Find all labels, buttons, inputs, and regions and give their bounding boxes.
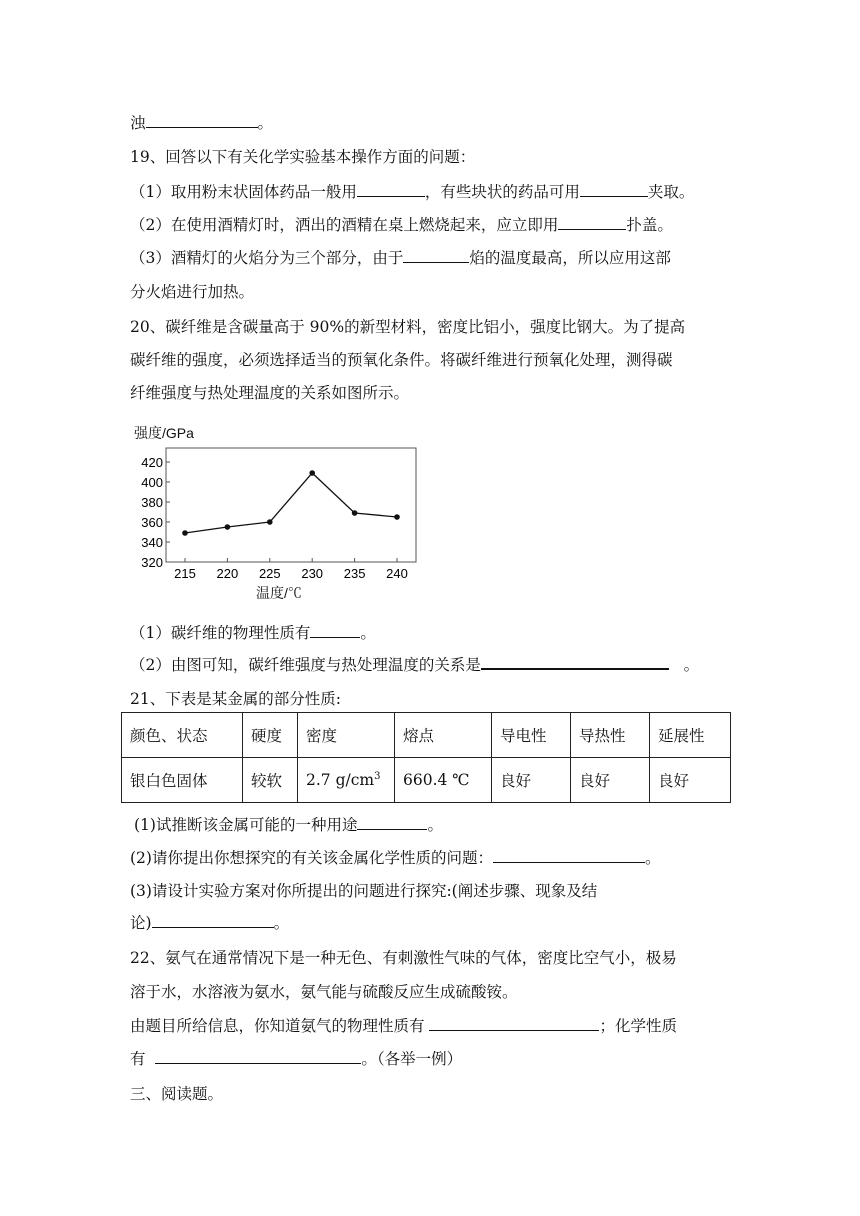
q20-line2: 碳纤维的强度，必须选择适当的预氧化条件。将碳纤维进行预氧化处理，测得碳 — [130, 351, 673, 369]
table-cell: 良好 — [492, 758, 571, 803]
table-header-row — [122, 713, 731, 758]
data-point — [267, 519, 273, 525]
answer-blank[interactable] — [155, 1049, 361, 1064]
answer-blank[interactable] — [403, 248, 469, 263]
table-cell: 银白色固体 — [122, 758, 243, 803]
table-header-cell: 密度 — [298, 713, 395, 758]
chart-xlabel: 温度/℃ — [256, 585, 302, 601]
strength-temperature-chart — [128, 418, 428, 604]
q21-sub3: (3)请设计实验方案对你所提出的问题进行探究:(阐述步骤、现象及结 — [130, 882, 598, 900]
q22-line2: 溶于水，水溶液为氨水，氨气能与硫酸反应生成硫酸铵。 — [130, 983, 518, 1001]
q22-line4: 有 。（各举一例） — [130, 1050, 463, 1068]
data-point — [182, 530, 188, 536]
answer-blank[interactable] — [146, 113, 258, 128]
section-heading: 三、阅读题。 — [130, 1085, 224, 1103]
table-header-cell: 颜色、状态 — [122, 713, 243, 758]
y-tick-label: 340 — [141, 535, 163, 550]
answer-blank[interactable] — [558, 215, 626, 230]
table-header-cell: 硬度 — [243, 713, 298, 758]
q21-stem: 21、下表是某金属的部分性质: — [130, 690, 341, 708]
y-tick-label: 400 — [141, 475, 163, 490]
answer-blank[interactable] — [152, 913, 274, 928]
q20-line3: 纤维强度与热处理温度的关系如图所示。 — [130, 384, 410, 402]
series-line — [185, 473, 397, 533]
q19-part3: （3）酒精灯的火焰分为三个部分，由于 焰的温度最高，所以应用这部 — [130, 249, 671, 267]
table-header-cell: 熔点 — [395, 713, 492, 758]
table-cell: 较软 — [243, 758, 298, 803]
data-point — [394, 514, 400, 520]
q20-sub1: （1）碳纤维的物理性质有 。 — [130, 624, 376, 642]
table-cell: 良好 — [650, 758, 731, 803]
plot-frame — [166, 448, 416, 562]
q19-part2: （2）在使用酒精灯时，洒出的酒精在桌上燃烧起来，应立即用 扑盖。 — [130, 216, 673, 234]
y-tick-label: 320 — [141, 555, 163, 570]
answer-blank[interactable] — [493, 848, 645, 863]
metal-properties-table — [121, 712, 731, 803]
y-tick-label: 380 — [141, 495, 163, 510]
answer-blank[interactable] — [310, 623, 360, 638]
q20-line1: 20、碳纤维是含碳量高于 90%的新型材料，密度比铝小，强度比钢大。为了提高 — [130, 318, 686, 336]
answer-blank[interactable] — [580, 182, 648, 197]
answer-blank[interactable] — [357, 815, 427, 830]
x-tick-label: 215 — [174, 566, 196, 581]
table-cell: 660.4 ℃ — [395, 758, 492, 803]
q19-part1: （1）取用粉末状固体药品一般用 ，有些块状的药品可用 夹取。 — [130, 183, 695, 201]
answer-blank[interactable] — [481, 654, 669, 670]
q22-line3: 由题目所给信息，你知道氨气的物理性质有 ；化学性质 — [130, 1017, 677, 1035]
data-point — [352, 510, 358, 516]
x-tick-label: 220 — [216, 566, 239, 581]
y-tick-label: 420 — [141, 455, 163, 470]
x-tick-label: 235 — [343, 566, 366, 581]
x-tick-label: 225 — [258, 566, 281, 581]
table-header-cell: 导电性 — [492, 713, 571, 758]
q18-tail: 浊 。 — [130, 114, 274, 132]
data-point — [225, 524, 231, 530]
table-cell: 良好 — [571, 758, 650, 803]
q21-sub3-cont: 论) 。 — [130, 914, 290, 932]
y-tick-label: 360 — [141, 515, 163, 530]
table-header-cell: 延展性 — [650, 713, 731, 758]
q22-line1: 22、氨气在通常情况下是一种无色、有刺激性气味的气体，密度比空气小，极易 — [130, 949, 677, 967]
answer-blank[interactable] — [429, 1016, 599, 1031]
q19-stem: 19、回答以下有关化学实验基本操作方面的问题： — [130, 148, 476, 166]
q19-part3-cont: 分火焰进行加热。 — [130, 283, 255, 301]
x-tick-label: 230 — [301, 566, 324, 581]
table-cell-density: 2.7 $g/cm^3$ — [298, 758, 395, 803]
answer-blank[interactable] — [357, 182, 425, 197]
chart-ylabel: 强度/GPa — [134, 425, 194, 441]
x-tick-label: 240 — [386, 566, 408, 581]
table-row — [122, 758, 731, 803]
q20-sub2: （2）由图可知，碳纤维强度与热处理温度的关系是 。 — [130, 656, 700, 674]
q21-sub2: (2)请你提出你想探究的有关该金属化学性质的问题： 。 — [130, 849, 661, 867]
data-point — [309, 470, 315, 476]
q21-sub1: (1)试推断该金属可能的一种用途 。 — [134, 816, 443, 834]
table-header-cell: 导热性 — [571, 713, 650, 758]
